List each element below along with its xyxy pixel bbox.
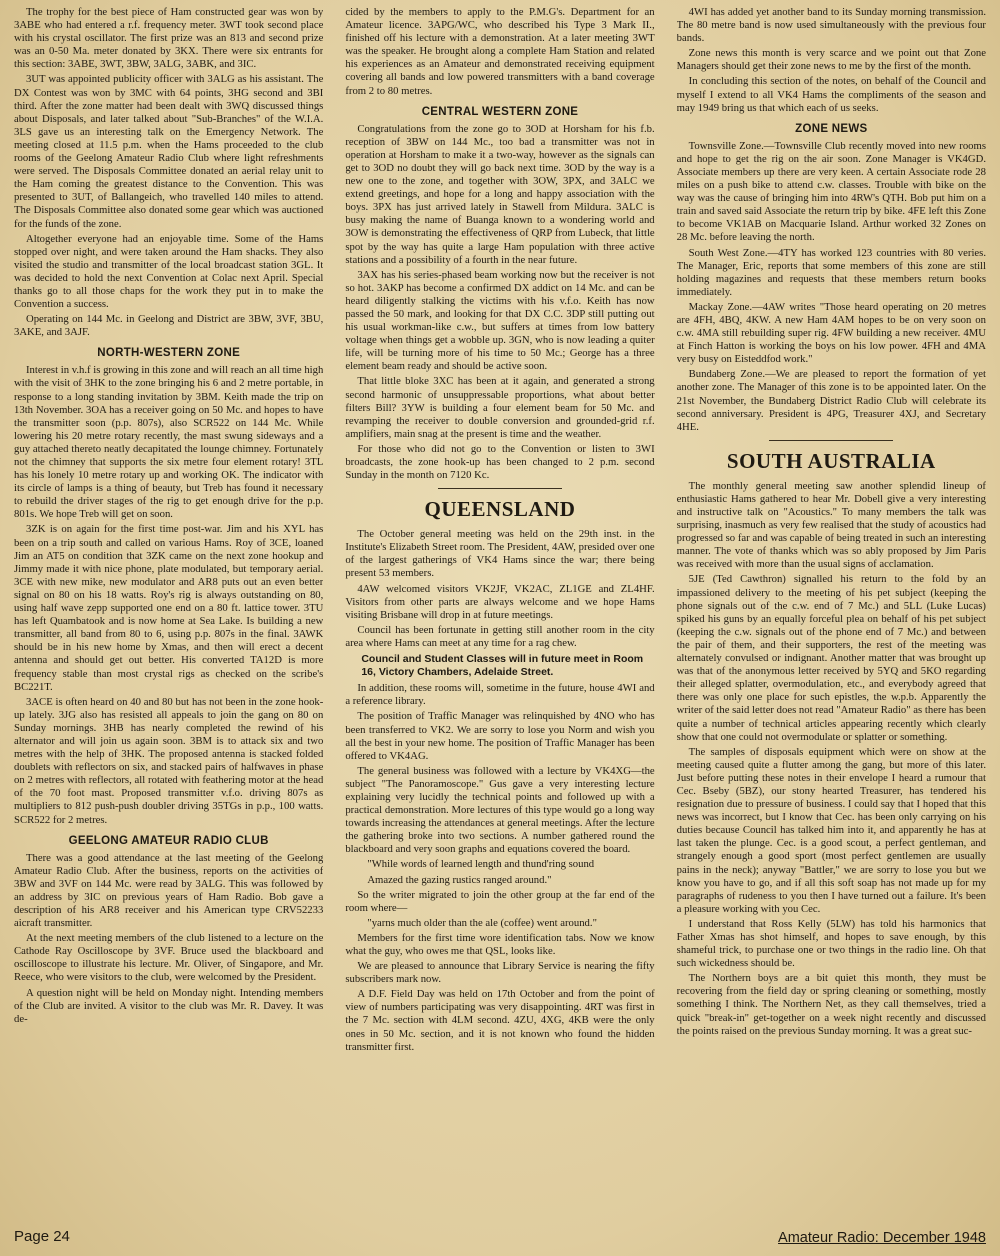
- article-paragraph: South West Zone.—4TY has worked 123 countries with 80 veries. The Manager, Eric, reports that some members of this zone are still holding magazines and requests that these members return books immediately.: [676, 246, 986, 298]
- article-paragraph: The October general meeting was held on the 29th inst. in the Institute's Elizabeth Street room. The President, 4AW, presided over one of the largest gatherings of VK4 Hams since the war; there being present 53 members.: [345, 528, 655, 580]
- article-paragraph: That little bloke 3XC has been at it again, and generated a strong second harmonic of unsuppressable proportions, what about better filters Bill? 3YW is building a four element beam for 50 Mc. and revamping the receiver to double conversion and grounded-grid r.f. amplifiers, main snag at the present is time and the weather.: [345, 375, 655, 440]
- article-paragraph: Bundaberg Zone.—We are pleased to report the formation of yet another zone. The Manager of this zone is to be appointed later. On the 21st November, the Bundaberg District Radio Club will celebrate its second anniversary. President is 4PG, Treasurer 4XJ, and Secretary 4HE.: [676, 368, 986, 433]
- article-paragraph: The trophy for the best piece of Ham constructed gear was won by 3ABE who had entered a r.f. frequency meter. 3WT took second place with his crystal oscillator. The first prize was an 813 and second prize was an 0-50 Ma. meter donated by 3KX. There were six entrants for this section: 3ABE, 3WT, 3BW, 3ALG, 3ABK, and 3IC.: [14, 6, 324, 71]
- article-paragraph: Mackay Zone.—4AW writes "Those heard operating on 20 metres are 4FH, 4BQ, 4KW. A new Ham 4AM hopes to be on very soon on c.w. 4MA still rebuilding super rig. 4FW building a new receiver. 4MU at Finch Hatton is working the boys on his low power. 4FH and 4MA very busy on Eisteddfod work.": [676, 300, 986, 366]
- article-paragraph: Members for the first time wore identification tabs. Now we know what the guy, who owes me that QSL, looks like.: [345, 931, 655, 957]
- article-paragraph: We are pleased to announce that Library Service is nearing the fifty subscribers mark now.: [345, 960, 655, 986]
- article-paragraph: In concluding this section of the notes, on behalf of the Council and myself I extend to all VK4 Hams the compliments of the season and may 1949 bring us that which each of us seeks.: [676, 75, 986, 114]
- state-heading: SOUTH AUSTRALIA: [726, 448, 936, 473]
- section-divider: [769, 440, 893, 441]
- article-paragraph: 3ACE is often heard on 40 and 80 but has not been in the zone hook-up lately. 3JG also has resisted all appeals to join the gang on 80 on Sunday mornings. 3HB has nearly completed the rewind of his alternator and will join us again soon. 3BM is to attack six and two metres with the help of 3HK. The proposed antenna is stacked folded doublets with reflectors on six, and stacked pairs of halfwaves in phase on 2 metres with reflectors, all rotated with feathering motor at the head of the 70 foot mast. Proposed transmitter v.f.o. driving 807s as multipliers to 812 push-push doubler driving 35TGs in p.p., 100 watts. SCR522 for 2 metres.: [14, 695, 324, 826]
- article-paragraph: Operating on 144 Mc. in Geelong and District are 3BW, 3VF, 3BU, 3AKE, and 3AJF.: [14, 313, 324, 339]
- article-paragraph: 4WI has added yet another band to its Sunday morning transmission. The 80 metre band is now used simultaneously with the previous four bands.: [676, 6, 986, 45]
- article-paragraph: So the writer migrated to join the other group at the far end of the room where—: [345, 888, 655, 914]
- column-right: [677, 6, 986, 1228]
- article-paragraph: The general business was followed with a lecture by VK4XG—the subject "The Panoramoscope." Gus gave a very interesting lecture explaining very lucidly the technical points and followed up with a practical demonstration. More lectures of this type would go a long way towards increasing the attendances at general meetings. After the lecture the gathering broke into two sections. A number gathered round the blackboard and very soon graphs and equations covered the board.: [345, 764, 655, 856]
- column-left: [14, 6, 323, 1228]
- article-paragraph: The samples of disposals equipment which were on show at the meeting caused quite a flutter among the gang, but more of this later. Just before putting these notes in their envelope I heard a rumour that Cec. Bseby (5BZ), our stony hearted Treasurer, has tendered his resignation due to pressure of business. I could say that I hoped that this news was incorrect, but I know that Cec. has been only carrying on his duties because Council has talked him into it, and apparently he has at last taken the plunge. Cec. is a good scout, a perfect gentleman, and strangely enough a good sport (most perfect gentlemen are usually pains in the neck); anyway "Battler," we are sorry to lose you but we know you have to go, and if all this soft soap has not made up for my paragraphs of rudeness to you then I have turned out a failure. It's been a pleasure working with you Cec.: [676, 745, 986, 915]
- article-paragraph: Altogether everyone had an enjoyable time. Some of the Hams stopped over night, and were taken around the Ham shacks. They also visited the studio and transmitter of the local broadcast station 3GL. It was decided to hold the next Convention at Colac next April. Special thanks go to all those chaps for the work they put in to make the Convention a success.: [14, 232, 324, 311]
- article-paragraph: Interest in v.h.f is growing in this zone and will reach an all time high with the visit of 3HK to the zone bringing his 6 and 2 metre portable, in response to a long standing invitation by 3BM. Keith made the trip on 13th November. 3OA has a receiver going on 50 Mc. and hopes to have the transmitter soon (p.p. 807s), also SCR522 on 144 Mc. While lowering his 20 metre rotary recently, the mast swung sideways and a guy attached thereto neatly decapitated the lounge chimney. Fortunately not the chimney that supports the six metre four element rotary! 3TL has his lonely 10 metre rotary up and working OK. The indicator with its circle of lamps is a thing of beauty, but Treb has found it necessary to rebuild the driver stages of the rig to get enough drive for the p.p. 801s. We hope Treb will get on soon.: [14, 364, 324, 521]
- page-number: Page 24: [14, 1228, 70, 1245]
- section-divider: [438, 488, 562, 489]
- article-paragraph: 5JE (Ted Cawthron) signalled his return to the fold by an impassioned delivery to the meeting of his pet subject (keeping the phone signals out of the c.w. end of 7 Mc.) and 5LL (Luke Lucas) spiked his guns by an equally forceful plea on behalf of his pet subject (keeping the c.w. signals out of the phone end of 7 Mc.) and between the pair of them, and their supporters, the rest of the meeting was alternately convulsed or indignant. Another matter that was brought up was that of the anonymous letter received by 5YQ and 5KO regarding their alleged splatter, overmodulation, etc., and everybody agreed that there was only one place for such epistles, the w.p.b. Apparently the writer of the said letter does not read "Amateur Radio" as there has been quite a number of technical articles appearing recently which clearly show that one could not overmodulate or splatter or something.: [676, 573, 986, 743]
- section-heading: NORTH-WESTERN ZONE: [97, 347, 241, 360]
- state-heading: QUEENSLAND: [424, 497, 576, 522]
- magazine-title-date: Amateur Radio: December 1948: [778, 1230, 986, 1246]
- article-paragraph: Council has been fortunate in getting still another room in the city area where Hams can meet at any time for a rag chew.: [345, 623, 655, 649]
- article-paragraph: The monthly general meeting saw another splendid lineup of enthusiastic Hams gathered to hear Mr. Dobell give a very interesting and instructive talk on "Acoustics." To many members the talk was surprising, inasmuch as very few realised that the study of acoustics had progressed so far and was capable of being treated in such an interesting manner. The vote of thanks which was so ably proposed by Jim Paris was received with more than the usual signs of acclamation.: [676, 479, 986, 571]
- article-paragraph: 3AX has his series-phased beam working now but the receiver is not so hot. 3AKP has become a confirmed DX addict on 14 Mc. and can be heard diligently stalking the victims with his v.f.o. Keith has now passed the 50 mark, and looking for that DX C.C. 3DP still putting out his usual workman-like c.w., but suffers at times from low battery voltage when things get a wobble up. 3GN, who is now leading a quiter life, will be turning more of his time to 50 Mc.; George has a three element beam ready and should be active soon.: [345, 268, 655, 373]
- article-paragraph: Townsville Zone.—Townsville Club recently moved into new rooms and hope to get the rig on the air soon. Zone Manager is VK4GD. Associate members up there are very keen. A certain Associate rode 28 miles on a push bike to attend c.w. classes. Trouble with bike on the way was the cause of bringing him into 4RW's QTH. Bob put him on a train and saved said Associate the return trip by bike. 4FE left this Zone to become VK1AB on Macquarie Island. Arthur worked 32 Zones on 28 Mc. before leaving the north.: [676, 139, 986, 244]
- article-paragraph: A D.F. Field Day was held on 17th October and from the point of view of numbers participating was very disappointing. 4RT was first in the 7 Mc. section with 4LM second. 4ZU, 4XG, 4KB were the only ones in 50 Mc. section, and it is not known who found the hidden transmitter first.: [345, 988, 655, 1053]
- article-paragraph: The Northern boys are a bit quiet this month, they must be recovering from the field day or spring cleaning or something, mostly something I think. The Northern Net, as they call themselves, tried a quick "break-in" get-together on a week night recently and discussed the points raised on the previous Sunday morning. It was a great suc-: [676, 972, 986, 1037]
- article-paragraph: Congratulations from the zone go to 3OD at Horsham for his f.b. reception of 3BW on 144 Mc., too bad a transmitter was not in operation at Horsham to make it a two-way, however as the signals can get to 3OD no doubt they will go back next time. 3OD by the way is a new one to the zone, and together with 3OW, 3PX, and 3ALC we extend greetings, and hope for a long and happy association with the boys. 3PX has just arrived lately in Stawell from Mildura. 3ALC is busy making the name of Buanga known to a wondering world and 3OW is demonstrating the effectiveness of QRP from Lubeck, that little spot by the way has quite a large Ham population with three active stations and a possibility of a fourth in the near future.: [345, 122, 655, 266]
- article-paragraph: A question night will be held on Monday night. Intending members of the Club are invited. A visitor to the club was Mr. R. Davey. It was de-: [14, 986, 324, 1025]
- page-footer: [14, 1226, 986, 1248]
- column-middle: [345, 6, 654, 1228]
- verse-line: "yarns much older than the ale (coffee) went around.": [367, 916, 597, 929]
- article-paragraph: At the next meeting members of the club listened to a lecture on the Cathode Ray Oscilloscope by 3VF. Bruce used the blackboard and oscilloscope to illustrate his lecture. Mr. Oliver, of Singapore, and Mr. Reece, who were visitors to the club, were welcomed by the President.: [14, 932, 324, 984]
- article-paragraph: For those who did not go to the Convention or listen to 3WI broadcasts, the zone hook-up has been changed to 2 p.m. second Sunday in the month on 7120 Kc.: [345, 442, 655, 482]
- article-paragraph: There was a good attendance at the last meeting of the Geelong Amateur Radio Club. After the business, reports on the activities of 3BW and 3VF on 144 Mc. were read by 3ALG. This was followed by an address by 3IC on previous years of Ham Radio. Bob gave a description of his AR8 receiver and his American type CRV52233 aicraft transmitter.: [14, 851, 324, 930]
- section-heading: GEELONG AMATEUR RADIO CLUB: [68, 834, 269, 847]
- article-paragraph: In addition, these rooms will, sometime in the future, house 4WI and a reference library.: [345, 682, 655, 708]
- article-paragraph: I understand that Ross Kelly (5LW) has told his harmonics that Father Xmas has shot himself, and hopes to save enough, by this shameful trick, to purchase one or two things in the radio line. Oh that such wickedness should be.: [676, 917, 986, 970]
- notice-paragraph: Council and Student Classes will in future meet in Room 16, Victory Chambers, Adelaide Street.: [361, 653, 644, 679]
- verse-line: "While words of learned length and thund'ring sound: [367, 858, 595, 871]
- article-paragraph: The position of Traffic Manager was relinquished by 4NO who has been transferred to VK2. We are sorry to lose you Norm and wish you all the best in your new home. The position of Traffic Manager has been offered to VK4AG.: [345, 710, 655, 762]
- article-paragraph: 3UT was appointed publicity officer with 3ALG as his assistant. The DX Contest was won by 3MC with 64 points, 3HG second and 3BI third. After the zone matter had been dealt with 3WQ discussed things about Disposals, and later talked about "Sub-Branches" of the W.I.A. 3LS gave us an interesting talk on the Emergency Network. The meeting closed at 11.5 p.m. when the Hams proceeded to the club rooms of the Geelong Amateur Radio Club where light refreshments were served. The Disposals Committee donated an aerial relay unit to the Ham coming the greatest distance to the Convention. This was presented to 3UT, of Ballangeich, who travelled 140 miles to attend. The Disposals Committee also donated some gear which was auctioned for the funds of the zone.: [14, 73, 324, 230]
- verse-line: Amazed the gazing rustics ranged around.": [367, 873, 552, 886]
- article-paragraph: 3ZK is on again for the first time post-war. Jim and his XYL has been on a trip south and called on various Hams. Roy of 3CE, loaned Jim an AT5 on condition that 3ZK came on the next zone hookup and Jimmy made it with nice phone, plate modulated, but temporary aerial. 3CE with new mike, new modulator and AR8 puts out an even better signal on 80 on his 18 watts. Roy's rig is always outstanding on 80, using half wave zepp supported one end on a 80 ft. lattice tower. 3TU has left Quambatook and is now home at Sea Lake. Is building a new transmitter, all band from 80 to 6, using p.p. 807s in the final. 3AWK should be in his new home by Xmas, and then will erect a decent antenna and should get out better. His converted TA12D is more frequency stable than most crystal rigs as checked on the scribe's BC221T.: [14, 523, 324, 693]
- article-paragraph: 4AW welcomed visitors VK2JF, VK2AC, ZL1GE and ZL4HF. Visitors from other parts are always welcome and we hope Hams visiting Brisbane will drop in at future meetings.: [345, 582, 655, 621]
- article-columns: [14, 6, 986, 1228]
- section-heading: CENTRAL WESTERN ZONE: [421, 105, 579, 118]
- article-paragraph: cided by the members to apply to the P.M.G's. Department for an Amateur licence. 3APG/WC, who described his Type 3 Mark II., finished off his lecture with a demonstration. At a later meeting 3WT was the speaker. He brought along a complete Ham Station and related his experiences as an Amateur and demonstrated receiving equipment covering all bands and low powered transmitters with a band coverage from 2 to 80 metres.: [345, 6, 655, 97]
- section-heading: ZONE NEWS: [795, 122, 868, 135]
- article-paragraph: Zone news this month is very scarce and we point out that Zone Managers should get their zone news to me by the first of the month.: [676, 47, 986, 73]
